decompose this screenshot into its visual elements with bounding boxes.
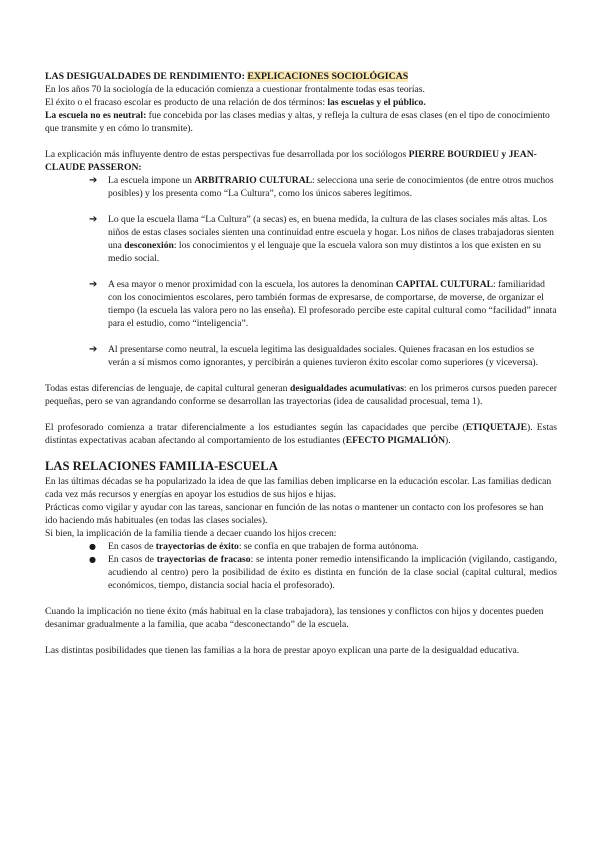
intro-line-3-bold: La escuela no es neutral:: [45, 110, 147, 121]
acumulativas-paragraph: [45, 382, 557, 408]
bullet-icon: ●: [89, 555, 96, 564]
arrow-item-text-end: : selecciona una serie de conocimientos (de entre otros muchos posibles) y los presenta como “La Cultura”, como los únicos saberes legítimos.: [108, 175, 554, 199]
etiquetaje-bold: ETIQUETAJE: [465, 422, 527, 433]
document-page: [45, 70, 557, 657]
familia-paragraph-3: Si bien, la implicación de la familia tiende a decaer cuando los hijos crecen:: [45, 528, 337, 539]
intro-line-2-text: El éxito o el fracaso escolar es producto de una relación de dos términos:: [45, 97, 328, 108]
closing-paragraph-1: Cuando la implicación no tiene éxito (más habitual en la clase trabajadora), las tensiones y conflictos con hijos y docentes pueden desanimar gradualmente a la familia, que acaba “desconectando” de la escuela.: [45, 606, 544, 630]
arrow-icon: ➔: [89, 344, 98, 355]
arrow-item: [45, 174, 557, 200]
closing-paragraph-2: Las distintas posibilidades que tienen las familias a la hora de prestar apoyo explican una parte de la desigualdad educativa.: [45, 645, 520, 656]
bullet-item-bold: trayectorias de éxito: [155, 541, 239, 552]
profesorado-paragraph: [45, 421, 557, 447]
profesorado-text-end: ).: [445, 435, 451, 446]
arrow-item-text: A esa mayor o menor proximidad con la escuela, los autores la denominan: [108, 279, 396, 290]
heading-highlight: EXPLICACIONES SOCIOLÓGICAS: [247, 71, 409, 82]
familia-paragraph-2: Prácticas como vigilar y ayudar con las tareas, sancionar en función de las notas o mantener un contacto con los profesores se han ido haciendo más habituales (en todas las clases sociales).: [45, 502, 544, 526]
intro-line-3: [45, 109, 557, 135]
bullet-item-text-end: : se confía en que trabajen de forma autónoma.: [238, 541, 419, 552]
arrow-item: [45, 213, 557, 265]
arrow-icon: ➔: [89, 279, 98, 290]
section-heading-familia: LAS RELACIONES FAMILIA-ESCUELA: [45, 459, 278, 473]
bullet-item-text: En casos de: [108, 541, 156, 552]
profesorado-text: El profesorado comienza a tratar diferencialmente a los estudiantes según las capacidades que percibe (: [45, 422, 466, 433]
arrow-item: [45, 278, 557, 330]
bullet-item-text-end: : se intenta poner remedio intensificando la implicación (vigilando, castigando, acudiendo al centro) pero la posibilidad de éxito es distinta en función de la clase social (capital cultural, medios económicos, tiempo, distancia social hacia el profesorado).: [108, 554, 557, 591]
profesorado-text-mid: ). Estas distintas expectativas acaban afectando al comportamiento de los estudiantes (: [45, 422, 557, 446]
bullet-item: [45, 540, 557, 553]
bullet-item-bold: trayectorias de fracaso: [156, 554, 251, 565]
arrow-item-text: Al presentarse como neutral, la escuela legitima las desigualdades sociales. Quienes fracasan en los estudios se verán a sí mismos como ignorantes, y percibirán a quienes tuvieron éxito escolar como superiores (y viceversa).: [108, 344, 538, 368]
arrow-item-bold: ARBITRARIO CULTURAL: [194, 175, 313, 186]
intro-line-2: [45, 96, 557, 109]
bullet-icon: ●: [89, 542, 96, 551]
arrow-item-text: La escuela impone un: [108, 175, 195, 186]
familia-paragraph-1: En las últimas décadas se ha popularizado la idea de que las familias deben implicarse en la educación escolar. Las familias dedican cada vez más recursos y energías en apoyar los estudios de sus hijos e hijas.: [45, 476, 552, 500]
arrow-item-bold: desconexión: [124, 240, 174, 251]
arrow-list: [45, 174, 557, 369]
section-heading-desigualdades: [45, 70, 557, 83]
intro-line-3-text: fue concebida por las clases medias y altas, y refleja la cultura de esas clases (en el tipo de conocimiento que transmite y en cómo lo transmite).: [45, 110, 550, 134]
arrow-item-text: Lo que la escuela llama “La Cultura” (a secas) es, en buena medida, la cultura de las clases sociales más altas. Los niños de estas clases sociales sienten una continuidad entre escuela y hogar. Los niños de clases trabajadoras sienten una: [108, 214, 554, 251]
pigmalion-bold: EFECTO PIGMALIÓN: [345, 435, 446, 446]
intro-line-2-bold: las escuelas y el público.: [327, 97, 426, 108]
bourdieu-text: La explicación más influyente dentro de estas perspectivas fue desarrollada por los sociólogos: [45, 149, 409, 160]
bourdieu-authors: PIERRE BOURDIEU y JEAN-CLAUDE PASSERON:: [45, 149, 537, 173]
arrow-icon: ➔: [89, 175, 98, 186]
bullet-item: [45, 553, 557, 592]
acumulativas-text-end: : en los primeros cursos pueden parecer pequeñas, pero se van agrandando conforme se desarrollan las trayectorias (idea de causalidad procesual, tema 1).: [45, 383, 557, 407]
bullet-item-text: En casos de: [108, 554, 157, 565]
arrow-item-bold: CAPITAL CULTURAL: [395, 279, 494, 290]
arrow-item: [45, 343, 557, 369]
arrow-item-text-end: : los conocimientos y el lenguaje que la escuela valora son muy distintos a los que existen en su medio social.: [108, 240, 541, 264]
acumulativas-text: Todas estas diferencias de lenguaje, de capital cultural generan: [45, 383, 291, 394]
intro-line-1: En los años 70 la sociología de la educación comienza a cuestionar frontalmente todas esas teorías.: [45, 84, 425, 95]
acumulativas-bold: desigualdades acumulativas: [290, 383, 405, 394]
arrow-icon: ➔: [89, 214, 98, 225]
bourdieu-paragraph: [45, 148, 557, 174]
heading-prefix: LAS DESIGUALDADES DE RENDIMIENTO:: [45, 71, 248, 82]
arrow-item-text-end: : familiaridad con los conocimientos escolares, pero también formas de expresarse, de comportarse, de moverse, de organizar el tiempo (la escuela las valora pero no las enseña). El profesorado percibe este capital cultural como “facilidad” innata para el estudio, como “inteligencia”.: [108, 279, 557, 329]
